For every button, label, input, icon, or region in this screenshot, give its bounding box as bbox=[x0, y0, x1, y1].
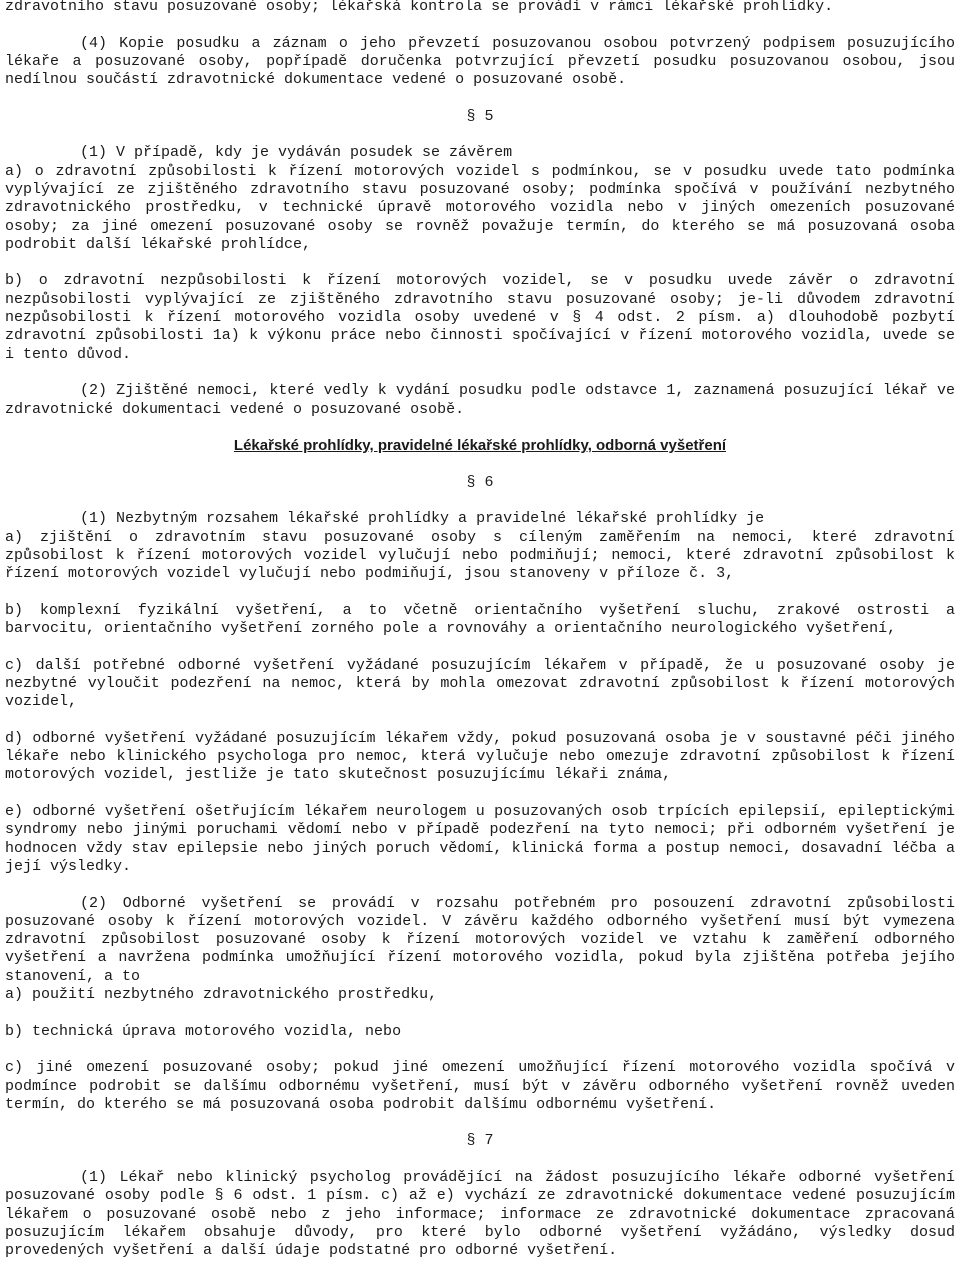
section-5-item-b: b) o zdravotní nezpůsobilosti k řízení motorových vozidel, se v posudku uvede závěr o zdravotní nezpůsobilosti vyplývající ze zjištěného zdravotního stavu posuzované osoby; je-li důvodem zdravotní nezpůsobilosti k řízení motorového vozidla osoby uvedené v § 4 odst. 2 písm. a) dlouhodobě pozbytí zdravotní způsobilosti 1a) k výkonu práce nebo činnosti spočívající v řízení motorového vozidla, uvede se i tento důvod. bbox=[5, 272, 955, 363]
section-6-paragraph-1-intro: (1) Nezbytným rozsahem lékařské prohlídky a pravidelné lékařské prohlídky je bbox=[80, 510, 765, 528]
section-6-paragraph-2-item-a: a) použití nezbytného zdravotnického prostředku, bbox=[5, 986, 438, 1004]
section-6-item-e: e) odborné vyšetření ošetřujícím lékařem neurologem u posuzovaných osob trpících epilepsií, epileptickými syndromy nebo jinými poruchami vědomí nebo v případě podezření na tyto nemoci; při odborném vyšetření je hodnocen vždy stav epilepsie nebo jiných poruch vědomí, klinická forma a postup nemoci, dosavadní léčba a její výsledky. bbox=[5, 803, 955, 875]
section-5-paragraph-2: (2) Zjištěné nemoci, které vedly k vydání posudku podle odstavce 1, zaznamená posuzující lékař ve zdravotnické dokumentaci vedené o posuzované osobě. bbox=[5, 382, 955, 418]
section-7-paragraph-1: (1) Lékař nebo klinický psycholog provádějící na žádost posuzujícího lékaře odborné vyšetření posuzované osoby podle § 6 odst. 1 písm. c) až e) vychází ze zdravotnické dokumentace vedené posuzujícím lékařem o posuzované osobě nebo z jeho informace; informace ze zdravotnické dokumentace zpracovaná posuzujícím lékařem obsahuje důvody, pro které bylo odborné vyšetření vyžádáno, výsledky dosud provedených vyšetření a další údaje podstatné pro odborné vyšetření. bbox=[5, 1169, 955, 1260]
section-5-title: § 5 bbox=[466, 107, 494, 125]
section-6-paragraph-2-item-b: b) technická úprava motorového vozidla, nebo bbox=[5, 1022, 402, 1040]
section-6-title: § 6 bbox=[466, 473, 494, 491]
section-6-item-c: c) další potřebné odborné vyšetření vyžádané posuzujícím lékařem v případě, že u posuzované osoby je nezbytné vyloučit podezření na nemoc, která by mohla omezovat zdravotní způsobilost k řízení motorových vozidel, bbox=[5, 656, 955, 711]
section-5-paragraph-1-intro: (1) V případě, kdy je vydáván posudek se závěrem bbox=[80, 144, 513, 162]
chapter-heading: Lékařské prohlídky, pravidelné lékařské prohlídky, odborná vyšetření bbox=[233, 437, 727, 455]
section-6-paragraph-2-item-c: c) jiné omezení posuzované osoby; pokud jiné omezení umožňující řízení motorového vozidla spočívá v podmínce podrobit se dalšímu odbornému vyšetření, musí být v závěru odborného vyšetření rovněž uveden termín, do kterého se má posuzovaná osoba podrobit dalšímu odbornému vyšetření. bbox=[5, 1059, 955, 1113]
section-6-item-b: b) komplexní fyzikální vyšetření, a to včetně orientačního vyšetření sluchu, zrakové ostrosti a barvocitu, orientačního vyšetření zorného pole a rovnováhy a orientačního neurologického vyšetření, bbox=[5, 601, 955, 638]
document-page bbox=[5, 0, 955, 1260]
section-6-item-d: d) odborné vyšetření vyžádané posuzujícím lékařem vždy, pokud posuzovaná osoba je v soustavné péči jiného lékaře nebo klinického psychologa pro nemoc, která vylučuje nebo omezuje zdravotní způsobilost k řízení motorových vozidel, jestliže je tato skutečnost posuzujícímu lékaři známa, bbox=[5, 729, 955, 784]
section-6-item-a: a) zjištění o zdravotním stavu posuzované osoby s cíleným zaměřením na nemoci, které zdravotní způsobilost k řízení motorových vozidel vylučují nebo podmiňují; nemoci, které zdravotní způsobilost k řízení motorových vozidel vylučují nebo podmiňují, jsou stanoveny v příloze č. 3, bbox=[5, 528, 955, 583]
section-6-paragraph-2: (2) Odborné vyšetření se provádí v rozsahu potřebném pro posouzení zdravotní způsobilosti posuzované osoby k řízení motorových vozidel. V závěru každého odborného vyšetření musí být vymezena zdravotní způsobilost posuzované osoby k řízení motorových vozidel ve vztahu k zaměření odborného vyšetření a navržena podmínka umožňující řízení motorového vozidla, pokud byla zjištěna potřeba jejího stanovení, a to bbox=[5, 894, 955, 985]
section-5-item-a: a) o zdravotní způsobilosti k řízení motorových vozidel s podmínkou, se v posudku uvede tato podmínka vyplývající ze zjištěného zdravotního stavu posuzované osoby; podmínka spočívá v používání nezbytného zdravotnického prostředku, v technické úpravě motorového vozidla nebo v jiných omezeních posuzované osoby; za jiné omezení posuzované osoby se rovněž považuje termín, do kterého se má posuzovaná osoba podrobit další lékařské prohlídce, bbox=[5, 162, 955, 253]
paragraph-continuation: zdravotního stavu posuzované osoby; lékařská kontrola se provádí v rámci lékařské prohlídky. bbox=[5, 0, 834, 15]
section-7-title: § 7 bbox=[466, 1132, 494, 1150]
paragraph-4: (4) Kopie posudku a záznam o jeho převzetí posuzovanou osobou potvrzený podpisem posuzujícího lékaře a posuzované osoby, popřípadě doručenka potvrzující převzetí posudku posuzovanou osobou, jsou nedílnou součástí zdravotnické dokumentace vedené o posuzované osobě. bbox=[5, 34, 955, 89]
